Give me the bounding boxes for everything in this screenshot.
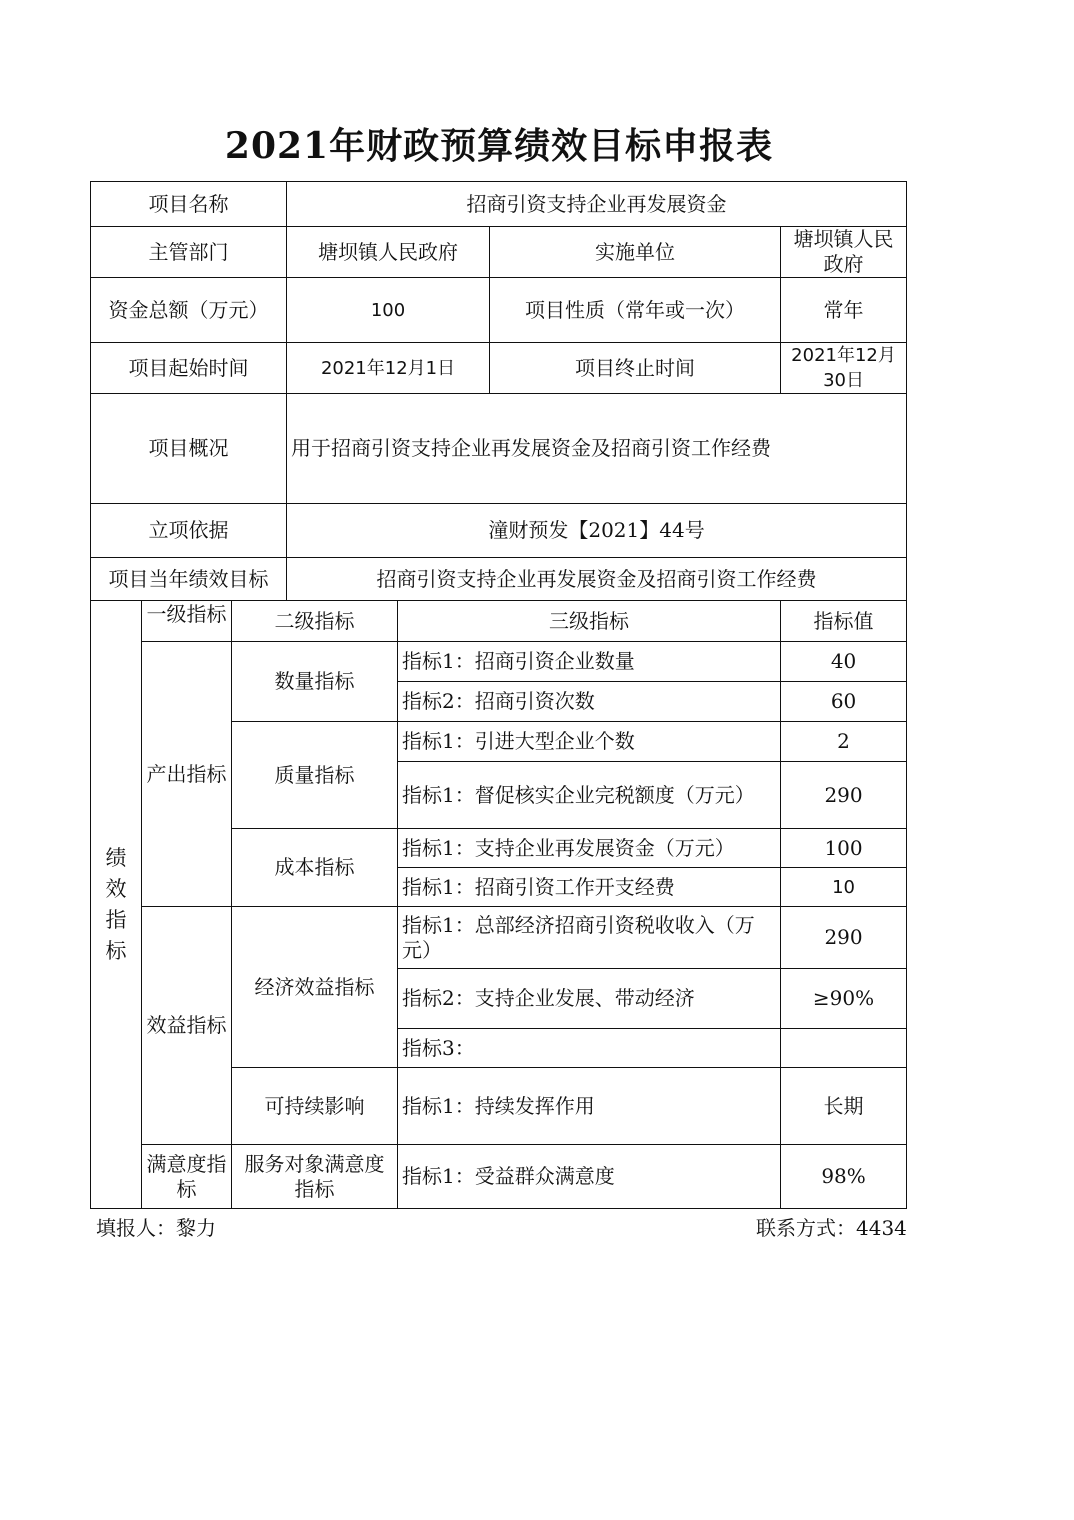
- row-indicator-headers: [91, 601, 907, 642]
- sustainable-indicator-label: 可持续影响: [232, 1068, 398, 1145]
- row-basis: [91, 504, 907, 558]
- total-funds-label: 资金总额（万元）: [91, 278, 287, 343]
- satisfaction-indicator-label: 满意度指标: [142, 1145, 232, 1209]
- indicator-value: 10: [781, 868, 907, 907]
- implementer-value: 塘坝镇人民政府: [781, 227, 907, 278]
- implementer-label: 实施单位: [490, 227, 781, 278]
- table-row: [91, 907, 907, 969]
- perf-char: 标: [105, 938, 127, 963]
- indicator-value: 98%: [781, 1145, 907, 1209]
- row-annual-goal: [91, 558, 907, 601]
- cost-indicator-label: 成本指标: [232, 829, 398, 907]
- overview-label: 项目概况: [91, 394, 287, 504]
- indicator-value: 40: [781, 642, 907, 682]
- row-overview: [91, 394, 907, 504]
- indicator-value: 290: [781, 762, 907, 829]
- indicator-name: 指标1：受益群众满意度: [398, 1145, 781, 1209]
- project-name-value: 招商引资支持企业再发展资金: [287, 182, 907, 227]
- indicator-name: 指标2：支持企业发展、带动经济: [398, 969, 781, 1029]
- department-label: 主管部门: [91, 227, 287, 278]
- overview-value: 用于招商引资支持企业再发展资金及招商引资工作经费: [287, 394, 907, 504]
- end-time-value: 2021年12月30日: [781, 343, 907, 394]
- project-name-label: 项目名称: [91, 182, 287, 227]
- perf-char: 指: [105, 907, 127, 932]
- indicator-value: 2: [781, 722, 907, 762]
- header-level3: 三级指标: [398, 601, 781, 642]
- economic-indicator-label: 经济效益指标: [232, 907, 398, 1068]
- indicator-name: 指标2：招商引资次数: [398, 682, 781, 722]
- row-department: [91, 227, 907, 278]
- indicator-name: 指标1：总部经济招商引资税收收入（万元）: [398, 907, 781, 969]
- table-row: [91, 1145, 907, 1209]
- total-funds-value: 100: [287, 278, 490, 343]
- indicator-value: [781, 1029, 907, 1068]
- perf-char: 效: [105, 876, 127, 901]
- annual-goal-value: 招商引资支持企业再发展资金及招商引资工作经费: [287, 558, 907, 601]
- quality-indicator-label: 质量指标: [232, 722, 398, 829]
- indicator-name: 指标3：: [398, 1029, 781, 1068]
- header-value: 指标值: [781, 601, 907, 642]
- performance-indicators-label: [91, 601, 142, 1209]
- performance-form-table: [90, 181, 907, 1209]
- indicator-name: 指标1：持续发挥作用: [398, 1068, 781, 1145]
- header-level2: 二级指标: [232, 601, 398, 642]
- indicator-name: 指标1：督促核实企业完税额度（万元）: [398, 762, 781, 829]
- header-level1: 一级指标: [142, 601, 232, 642]
- start-time-value: 2021年12月1日: [287, 343, 490, 394]
- start-time-label: 项目起始时间: [91, 343, 287, 394]
- row-funds: [91, 278, 907, 343]
- indicator-value: ≥90%: [781, 969, 907, 1029]
- basis-label: 立项依据: [91, 504, 287, 558]
- department-value: 塘坝镇人民政府: [287, 227, 490, 278]
- perf-char: 绩: [105, 845, 127, 870]
- table-row: [91, 642, 907, 682]
- indicator-name: 指标1：招商引资工作开支经费: [398, 868, 781, 907]
- service-satisfaction-label: 服务对象满意度指标: [232, 1145, 398, 1209]
- contact-info: 联系方式：4434: [756, 1216, 907, 1240]
- quantity-indicator-label: 数量指标: [232, 642, 398, 722]
- annual-goal-label: 项目当年绩效目标: [91, 558, 287, 601]
- indicator-value: 290: [781, 907, 907, 969]
- indicator-name: 指标1：引进大型企业个数: [398, 722, 781, 762]
- end-time-label: 项目终止时间: [490, 343, 781, 394]
- indicator-value: 100: [781, 829, 907, 868]
- indicator-value: 长期: [781, 1068, 907, 1145]
- benefit-indicator-label: 效益指标: [142, 907, 232, 1145]
- output-indicator-label: 产出指标: [142, 642, 232, 907]
- filler-name: 填报人：黎力: [96, 1216, 216, 1240]
- indicator-name: 指标1：支持企业再发展资金（万元）: [398, 829, 781, 868]
- indicator-name: 指标1：招商引资企业数量: [398, 642, 781, 682]
- row-time: [91, 343, 907, 394]
- indicator-value: 60: [781, 682, 907, 722]
- nature-value: 常年: [781, 278, 907, 343]
- row-project-name: [91, 182, 907, 227]
- nature-label: 项目性质（常年或一次）: [490, 278, 781, 343]
- page-title: 2021年财政预算绩效目标申报表: [224, 125, 774, 167]
- basis-value: 潼财预发【2021】44号: [287, 504, 907, 558]
